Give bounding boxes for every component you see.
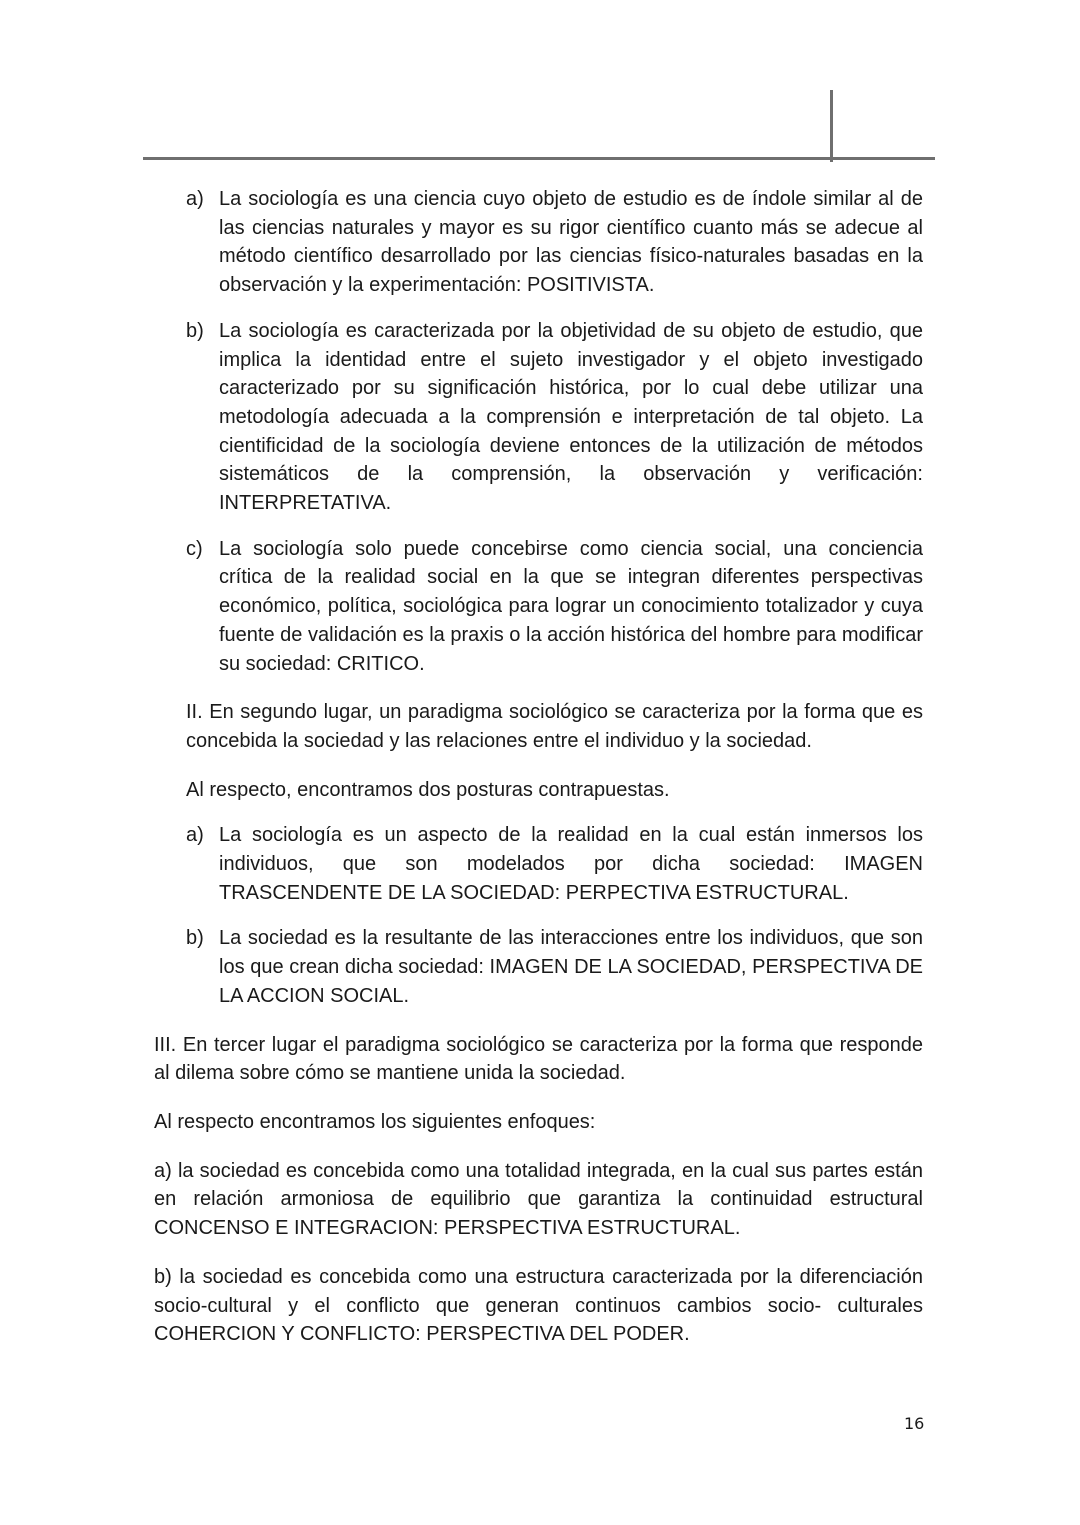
list-item — [186, 317, 923, 518]
section-2-lead: Al respecto, encontramos dos posturas contrapuestas. — [186, 778, 670, 801]
list-item-text: La sociología solo puede concebirse como ciencia social, una conciencia crítica de la realidad social en la que se integran diferentes perspectivas económico, política, sociológica para lograr un conocimiento totalizador y cuya fuente de validación es la praxis o la acción histórica del hombre para modificar su sociedad: CRITICO. — [219, 537, 923, 675]
list-item — [186, 185, 923, 300]
list-marker: b) — [186, 927, 204, 950]
section-3-item-b: b) la sociedad es concebida como una estructura caracterizada por la diferenciación socio-cultural y el conflicto que generan continuos cambios socio- culturales COHERCION Y CONFLICTO: PERSPECTIVA DEL PODER. — [154, 1265, 923, 1346]
list-item — [186, 821, 923, 907]
list-item — [186, 535, 923, 679]
section-2-intro: II. En segundo lugar, un paradigma sociológico se caracteriza por la forma que es concebida la sociedad y las relaciones entre el individuo y la sociedad. — [186, 701, 923, 752]
list-marker: a) — [186, 188, 204, 210]
header-vertical-rule — [830, 90, 833, 162]
section-3-intro: III. En tercer lugar el paradigma sociológico se caracteriza por la forma que responde al dilema sobre cómo se mantiene unida la sociedad. — [154, 1033, 923, 1085]
list-item — [186, 924, 923, 1010]
section-3-item-a: a) la sociedad es concebida como una totalidad integrada, en la cual sus partes están en relación armoniosa de equilibrio que garantiza la continuidad estructural CONCENSO E INTEGRACION: PERSPECTIVA ESTRUCTURAL. — [154, 1159, 923, 1240]
section-3-lead: Al respecto encontramos los siguientes enfoques: — [154, 1110, 596, 1133]
header-rule — [143, 157, 935, 160]
list-marker: b) — [186, 319, 204, 342]
list-marker: a) — [186, 824, 204, 847]
list-marker: c) — [186, 537, 203, 560]
page-content — [0, 185, 1080, 1366]
list-item-text: La sociedad es la resultante de las interacciones entre los individuos, que son los que crean dicha sociedad: IMAGEN DE LA SOCIEDAD, PERSPECTIVA DE LA ACCION SOCIAL. — [219, 927, 923, 1007]
list-item-text: La sociología es caracterizada por la objetividad de su objeto de estudio, que implica la identidad entre el sujeto investigador y el objeto investigado caracterizado por su significación histórica, por lo cual debe utilizar una metodología adecuada a la comprensión e interpretación de tal objeto. La cientificidad de la sociología deviene entonces de la utilización de métodos sistemáticos de la comprensión, la observación y verificación: INTERPRETATIVA. — [219, 319, 923, 515]
page-number: 16 — [904, 1414, 925, 1433]
list-item-text: La sociología es un aspecto de la realidad en la cual están inmersos los individuos, que son modelados por dicha sociedad: IMAGEN TRASCENDENTE DE LA SOCIEDAD: PERPECTIVA ESTRUCTURAL. — [219, 824, 923, 904]
list-item-text: La sociología es una ciencia cuyo objeto de estudio es de índole similar al de las ciencias naturales y mayor es su rigor científico cuanto más se adecue al método científico desarrollado por las ciencias físico-naturales basadas en la observación y la experimentación: POSITIVISTA. — [219, 188, 923, 297]
